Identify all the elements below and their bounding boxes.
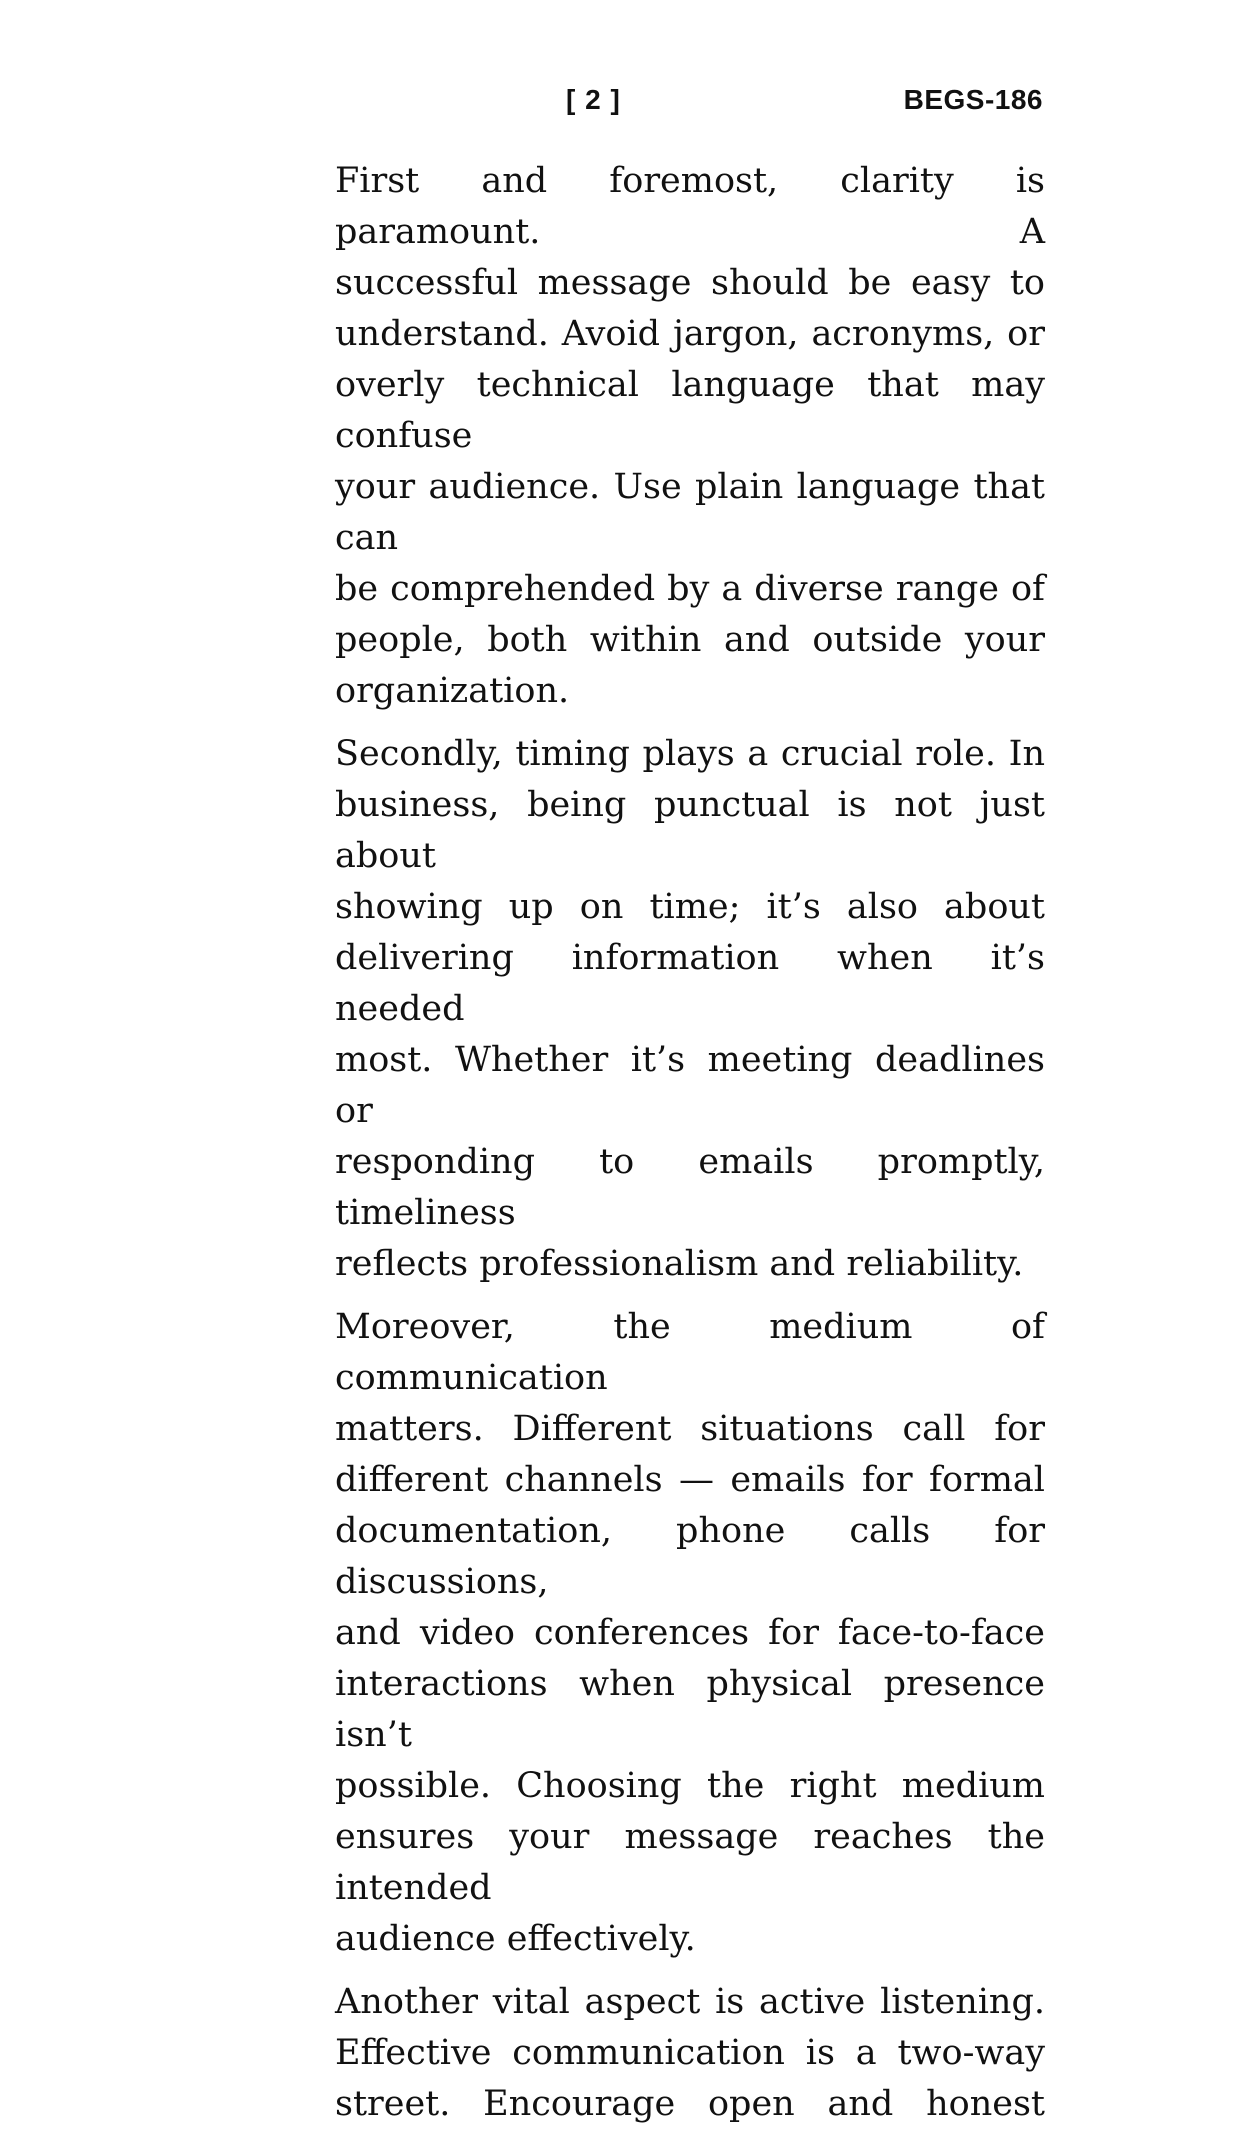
text-line: different channels — emails for formal	[335, 1460, 1045, 1500]
document-body	[335, 156, 1045, 2130]
text-line: Moreover, the medium of communication	[335, 1307, 1045, 1398]
text-line: street. Encourage open and honest	[335, 2084, 1045, 2124]
text-line: and video conferences for face-to-face	[335, 1613, 1045, 1653]
page-header	[0, 0, 1241, 130]
text-line: reflects professionalism and reliability.	[335, 1244, 1024, 1284]
paragraph	[335, 729, 1045, 1290]
text-line: Effective communication is a two-way	[335, 2033, 1045, 2073]
paragraph	[335, 1302, 1045, 1965]
text-line: audience effectively.	[335, 1919, 696, 1959]
text-line: business, being punctual is not just about	[335, 785, 1045, 876]
paragraph	[335, 1977, 1045, 2130]
text-line: understand. Avoid jargon, acronyms, or	[335, 314, 1045, 354]
text-line: your audience. Use plain language that can	[335, 467, 1045, 558]
text-line: Secondly, timing plays a crucial role. In	[335, 734, 1045, 774]
text-line: ensures your message reaches the intended	[335, 1817, 1045, 1908]
text-line: possible. Choosing the right medium	[335, 1766, 1045, 1806]
text-line: overly technical language that may confuse	[335, 365, 1045, 456]
text-line: successful message should be easy to	[335, 263, 1045, 303]
text-line: be comprehended by a diverse range of	[335, 569, 1045, 609]
page-number: [ 2 ]	[566, 84, 621, 115]
text-line: delivering information when it’s needed	[335, 938, 1045, 1029]
text-line: most. Whether it’s meeting deadlines or	[335, 1040, 1045, 1131]
text-line: Another vital aspect is active listening.	[335, 1982, 1045, 2022]
text-line: showing up on time; it’s also about	[335, 887, 1045, 927]
text-line: people, both within and outside your	[335, 620, 1045, 660]
text-line: documentation, phone calls for discussions,	[335, 1511, 1045, 1602]
text-line: matters. Different situations call for	[335, 1409, 1045, 1449]
text-line: organization.	[335, 671, 570, 711]
text-line: responding to emails promptly, timeliness	[335, 1142, 1045, 1233]
course-code: BEGS-186	[903, 84, 1043, 115]
paragraph	[335, 156, 1045, 717]
text-line: First and foremost, clarity is paramount. A	[335, 161, 1045, 252]
text-line: interactions when physical presence isn’t	[335, 1664, 1045, 1755]
